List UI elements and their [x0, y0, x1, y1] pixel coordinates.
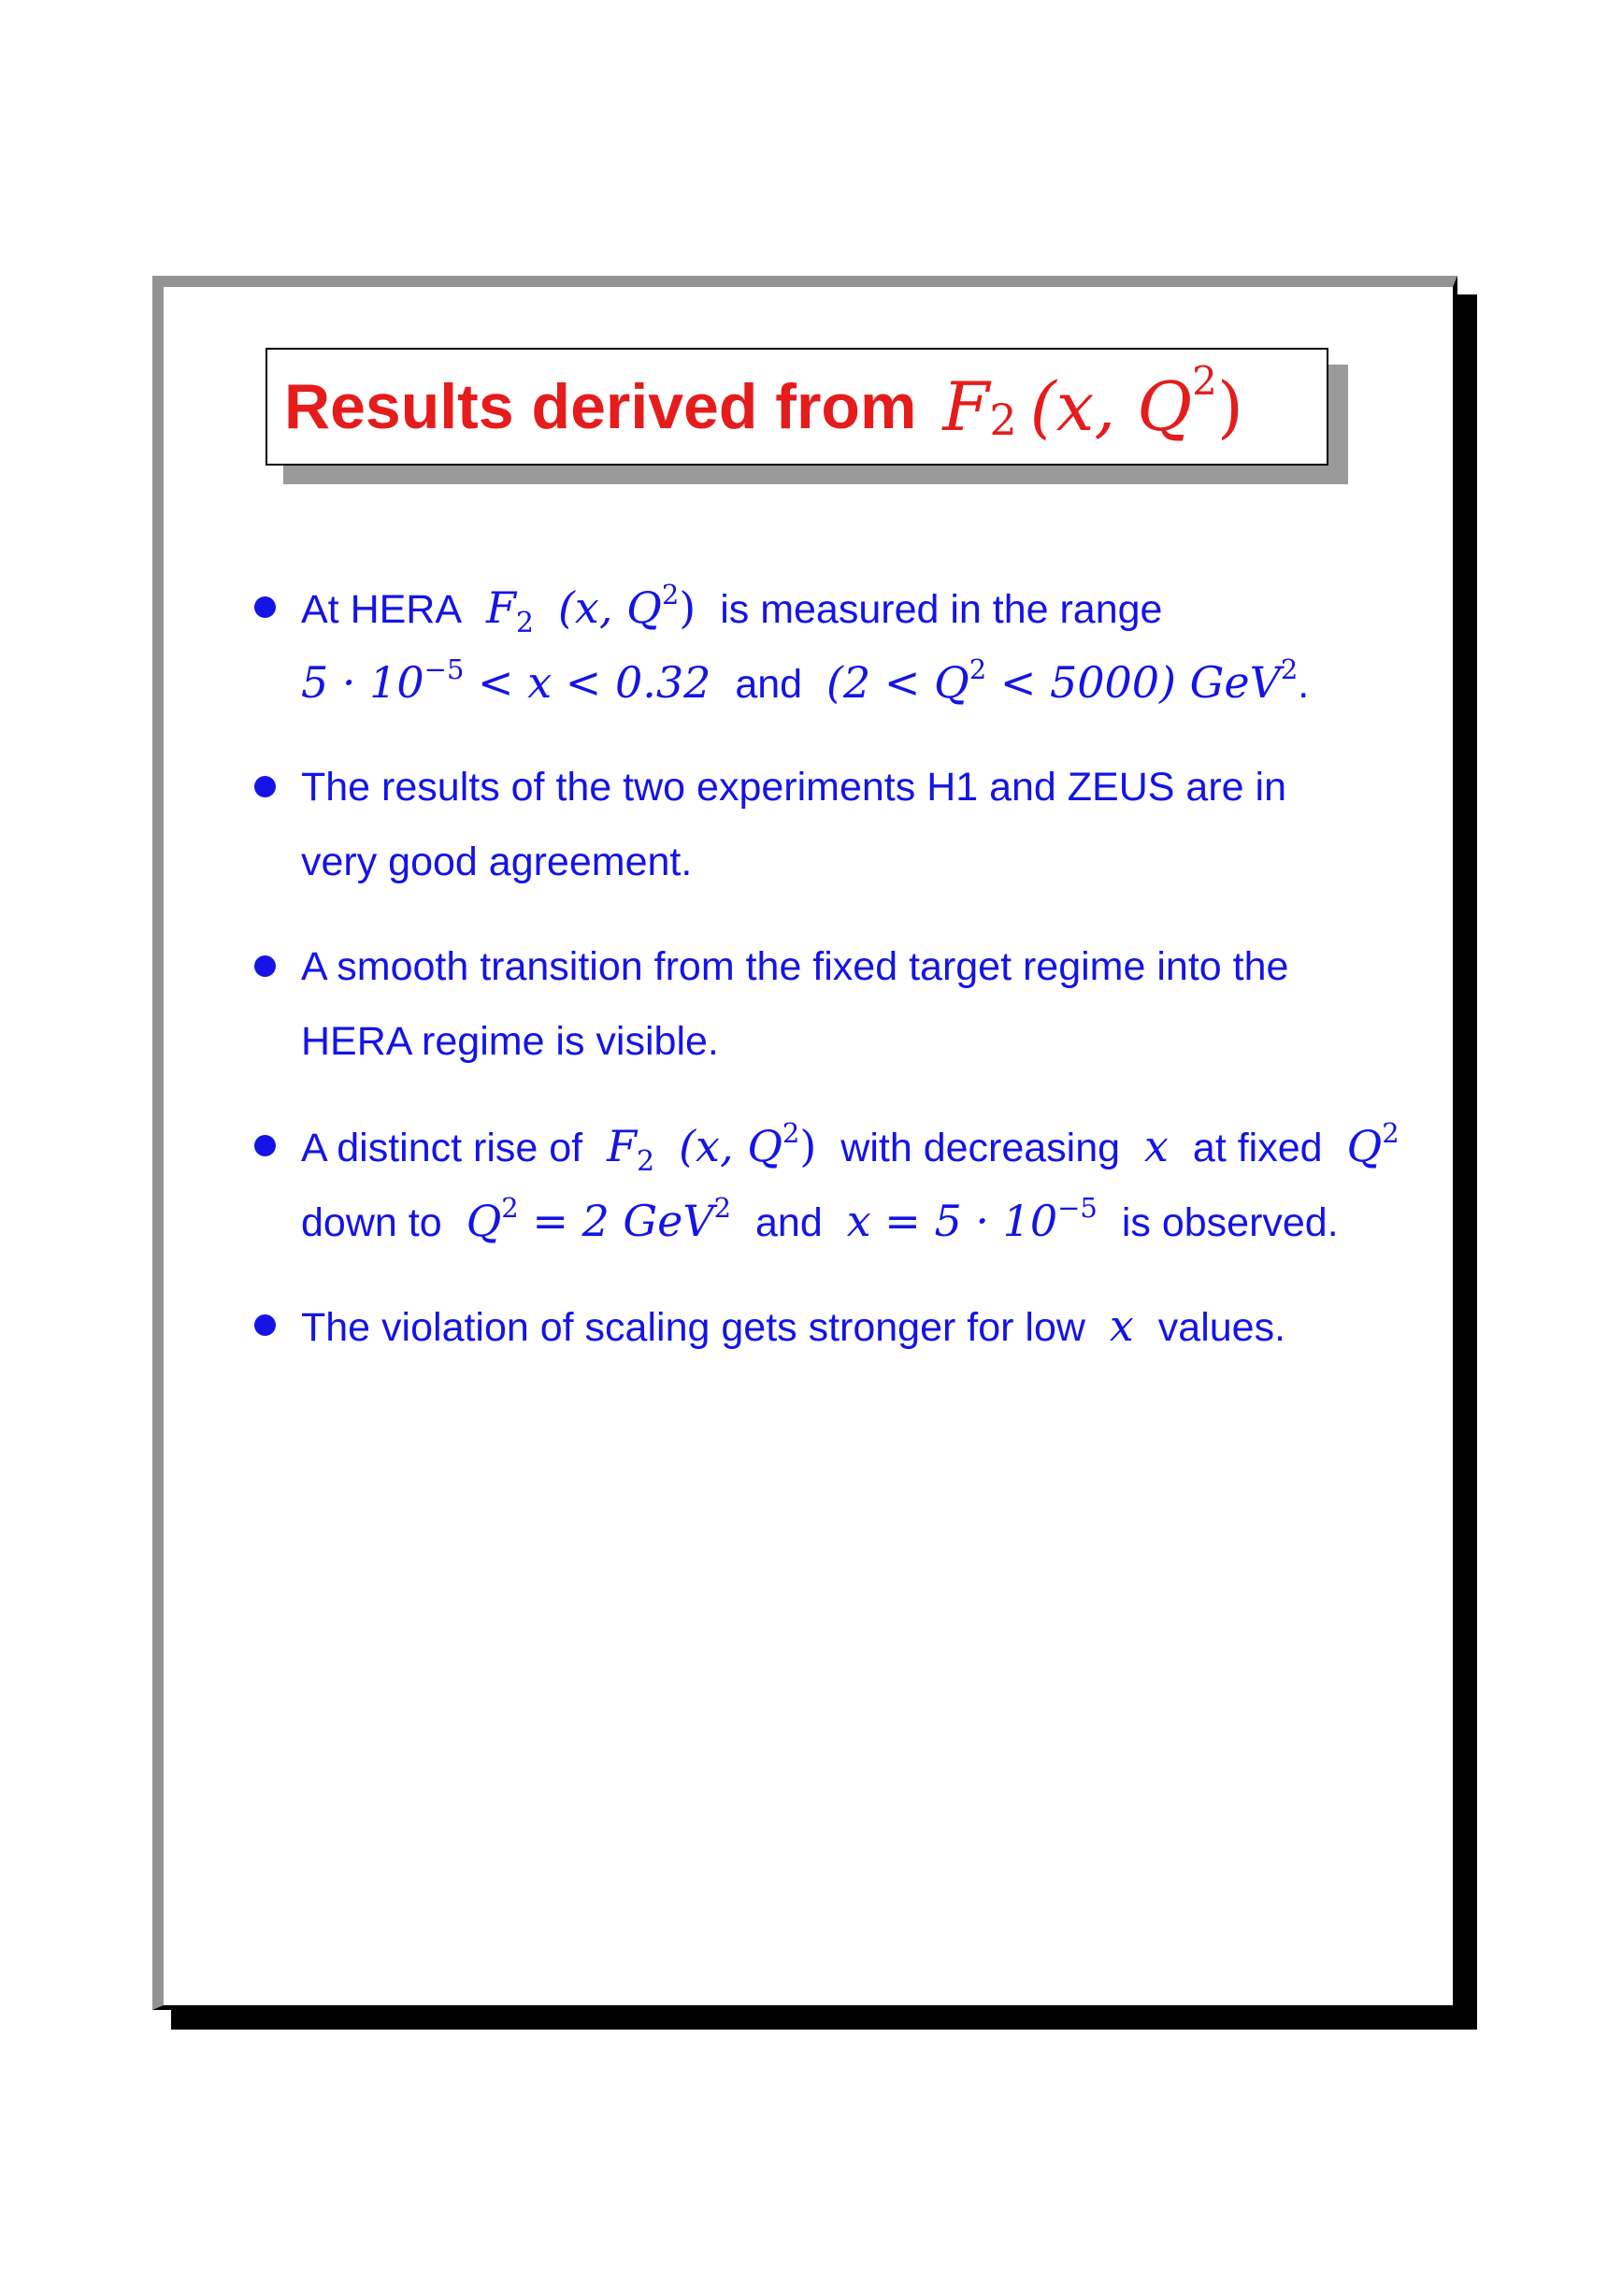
bullet-dot: [254, 955, 276, 977]
bullet-line: [301, 1288, 1408, 1363]
math-eq: Q: [466, 1196, 502, 1246]
bullet-line: very good agreement.: [301, 839, 693, 884]
title-math-sub: 2: [989, 395, 1017, 445]
bullet-text: down to: [301, 1200, 442, 1245]
bullet-text: .: [1298, 662, 1310, 707]
bullet-item-1: [249, 570, 1408, 720]
math-sub: 2: [515, 607, 535, 639]
bullet-line: The results of the two experiments H1 and ZEUS are in: [301, 765, 1286, 810]
math-f: F: [486, 582, 516, 633]
math-sup: −5: [423, 653, 465, 685]
slide-title: [266, 348, 1328, 466]
math-sup: 2: [782, 1117, 800, 1149]
bullet-text: is measured in the range: [720, 587, 1163, 632]
math-sub: 2: [637, 1145, 655, 1178]
bullet-line: HERA regime is visible.: [301, 1019, 719, 1064]
bullet-text: and: [735, 662, 803, 707]
bullet-text: is observed.: [1121, 1200, 1339, 1245]
bullet-text: and: [755, 1200, 823, 1245]
title-text: Results derived from: [284, 371, 917, 442]
math-sup: 2: [1280, 653, 1299, 685]
math-args: (x, Q: [679, 1121, 782, 1171]
math-range: 5 · 10: [301, 657, 424, 708]
bullet-dot: [254, 1135, 276, 1156]
math-args: (x, Q: [557, 582, 662, 633]
bullet-text: with decreasing: [840, 1126, 1121, 1170]
bullet-text: values.: [1157, 1305, 1286, 1350]
bullet-item-5: [249, 1288, 1408, 1363]
bullet-dot: [254, 596, 276, 618]
bullet-text: The violation of scaling gets stronger for low: [301, 1305, 1085, 1350]
bullet-dot: [254, 776, 276, 797]
math-f: F: [607, 1121, 638, 1171]
math-eq: x = 5 · 10: [846, 1196, 1058, 1246]
math-range: < x < 0.32: [464, 657, 711, 708]
math-range: < 5000) GeV: [986, 657, 1281, 708]
title-math-close: ): [1216, 367, 1243, 446]
bullet-line: [301, 1184, 1408, 1258]
bullet-dot: [254, 1314, 276, 1336]
title-math-f: F: [942, 367, 990, 446]
math-sup: 2: [713, 1192, 732, 1224]
bullet-line: [301, 1109, 1408, 1184]
bullet-list: [249, 570, 1408, 1393]
math-sup: 2: [1382, 1117, 1400, 1149]
title-math-args: (x, Q: [1029, 367, 1193, 446]
bullet-item-4: [249, 1109, 1408, 1258]
math-sup: 2: [661, 579, 680, 610]
math-close: ): [679, 582, 696, 633]
title-math-sup: 2: [1192, 357, 1217, 404]
math-range: (2 < Q: [826, 657, 969, 708]
bullet-line: [301, 645, 1408, 720]
math-sup: 2: [501, 1192, 519, 1224]
bullet-text: A distinct rise of: [301, 1126, 583, 1170]
math-sup: 2: [969, 653, 987, 685]
math-sup: −5: [1057, 1192, 1098, 1224]
bullet-item-2: [249, 750, 1408, 899]
math-close: ): [799, 1121, 817, 1171]
math-x: x: [1144, 1121, 1169, 1171]
bullet-text: At HERA: [301, 587, 463, 632]
bullet-line: [301, 570, 1408, 645]
math-q: Q: [1346, 1121, 1383, 1171]
math-x: x: [1109, 1300, 1134, 1351]
bullet-line: A smooth transition from the fixed target regime into the: [301, 944, 1289, 989]
bullet-text: at fixed: [1192, 1126, 1323, 1170]
bullet-item-3: [249, 929, 1408, 1079]
math-eq: = 2 GeV: [518, 1196, 714, 1246]
